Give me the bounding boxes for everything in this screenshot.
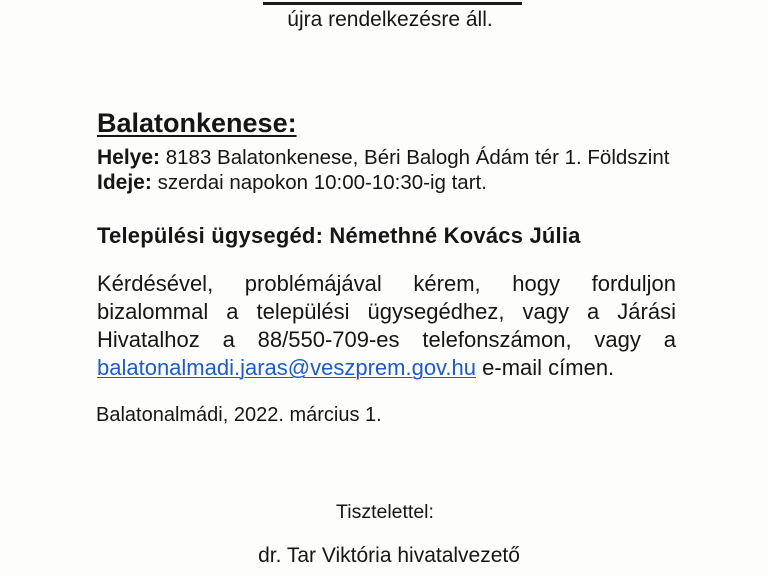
place-value: 8183 Balatonkenese, Béri Balogh Ádám tér 1. Földszint: [165, 146, 670, 169]
place-label: Helye:: [97, 146, 161, 169]
closing-greeting: Tisztelettel:: [336, 501, 434, 523]
paragraph-line: Kérdésével, problémájával kérem, hogy forduljon: [97, 271, 676, 296]
paragraph-line: [97, 354, 676, 382]
place-row: [97, 145, 669, 170]
cropped-heading-underline-fragment: [263, 2, 522, 5]
email-link[interactable]: balatonalmadi.jaras@veszprem.gov.hu: [97, 355, 477, 380]
settlement-agent: Települési ügysegéd: Némethné Kovács Júlia: [97, 223, 581, 248]
time-label: Ideje:: [97, 171, 152, 194]
town-title: Balatonkenese:: [97, 108, 297, 138]
availability-text: újra rendelkezésre áll.: [287, 8, 493, 31]
contact-paragraph: [97, 270, 676, 382]
date-line: Balatonalmádi, 2022. március 1.: [96, 404, 382, 426]
time-value: szerdai napokon 10:00-10:30-ig tart.: [157, 171, 487, 194]
email-suffix: e-mail címen.: [482, 355, 615, 380]
paragraph-line: bizalommal a települési ügysegédhez, vagy a Járási: [97, 299, 676, 324]
time-row: [97, 170, 487, 195]
signatory: dr. Tar Viktória hivatalvezető: [258, 544, 520, 567]
paragraph-line: Hivatalhoz a 88/550-709-es telefonszámon, vagy a: [97, 327, 676, 352]
